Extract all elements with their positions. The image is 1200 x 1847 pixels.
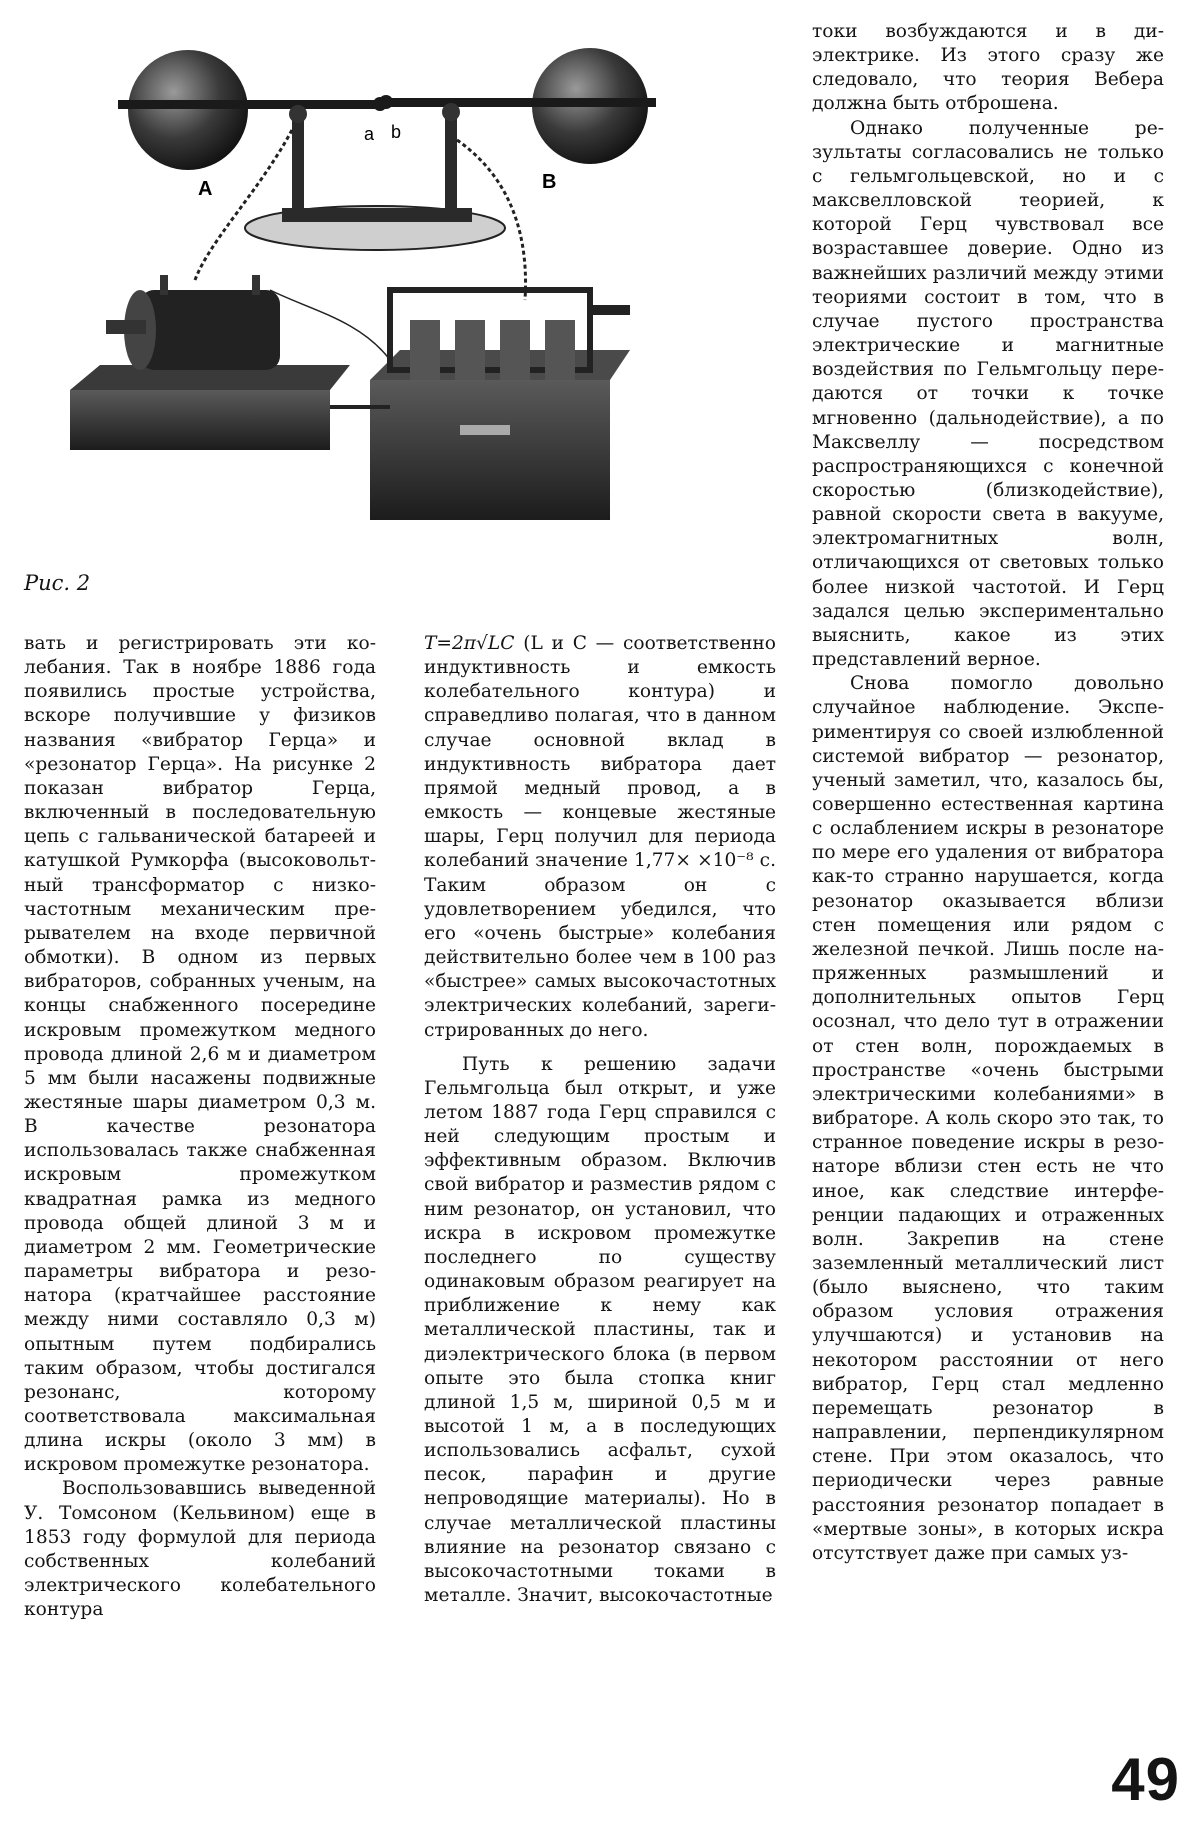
paragraph [424, 632, 776, 1043]
label-sphere-b: B [542, 171, 557, 193]
text-column-1 [24, 632, 376, 1622]
label-gap-a: a [364, 124, 375, 144]
label-sphere-a: A [198, 178, 213, 200]
thomson-formula: T=2π√LC [424, 633, 515, 654]
hertz-apparatus-illustration [30, 20, 800, 580]
paragraph: Снова помогло довольно случайное наблюдение. Экспериментируя со своей излюбленной системой вибратор — резонатор, ученый заметил, что, казалось бы, совершенно естественная картина с ослаблением искры в резонаторе по мере его удаления от вибратора как-то странно нарушается, когда резонатор оказывается вблизи стен помещения или рядом с железной печкой. Лишь после напряженных размышлений и дополнительных опытов Герц осознал, что дело тут в отражении от стен волн, порождаемых в пространстве «очень быстрыми электрическими колебаниями» в вибраторе. А коль скоро это так, то странное поведение искры в резонаторе вблизи стен есть не что иное, как следствие интерференции падающих и отраженных волн. Закрепив на стене заземленный металлический лист (было выяснено, что таким образом условия отражения улучшаются) и установив на некотором расстоянии от него вибратор, Герц стал медленно перемещать резонатор в направлении, перпендикулярном стене. При этом оказалось, что периодически через равные расстояния резонатор попадает в «мертвые зоны», в которых искра отсутствует даже при самых уз- [812, 673, 1164, 1564]
paragraph: Путь к решению задачи Гельмгольца был открыт, и уже летом 1887 года Герц справился с ней следующим простым и эффективным образом. Включив свой вибратор и разместив рядом с ним резонатор, он установил, что искра в искровом промежутке последнего по существу одинаковым образом реагирует на приближение к нему как металлической пластины, так и диэлектрического блока (в первом опыте это была стопка книг длиной 1,5 м, шириной 0,5 м и высотой 1 м, а в последующих использовались асфальт, сухой песок, парафин и другие непроводящие материалы). Но в случае металлической пластины влияние на резонатор связано с высокочастотными токами в металле. Значит, высокочастотные [424, 1053, 776, 1607]
text-column-3 [812, 20, 1164, 1566]
label-gap-b: b [391, 122, 402, 142]
paragraph: токи возбуждаются и в диэлектрике. Из этого сразу же следовало, что теория Вебера должна быть отброшена. [812, 21, 1164, 115]
paragraph: вать и регистрировать эти колебания. Так в ноябре 1886 года появились простые устройства, вскоре получившие у физиков названия «вибратор Герца» и «резонатор Герца». На рисунке 2 показан вибратор Герца, включенный в последовательную цепь с гальванической батареей и катушкой Румкорфа (высоковольтный трансформатор с низкочастотным механическим прерывателем на входе первичной обмотки). В одном из первых вибраторов, собранных ученым, на концы снабженного посередине искровым промежутком медного провода длиной 2,6 м и диаметром 5 мм были насажены подвижные жестяные шары диаметром 0,3 м. В качестве резонатора использовалась также снабженная искровым промежутком квадратная рамка из медного провода общей длиной 3 м и диаметром 2 мм. Геометрические параметры вибратора и резонатора (кратчайшее расстояние между ними составляло 0,3 м) опытным путем подбирались таким образом, чтобы достигался резонанс, которому соответствовала максимальная длина искры (около 3 мм) в искровом промежутке резонатора. [24, 633, 376, 1476]
paragraph-text: (L и C — соответственно индуктивность и емкость колебательного контура) и справедливо полагая, что в данном случае основной вклад в индуктивность вибратора дает прямой медный провод, а в емкость — концевые жестяные шары, Герц получил для периода колебаний значение 1,77× ×10⁻⁸ с. Таким образом он с удовлетворением убедился, что его «очень быстрые» колебания действительно более чем в 100 раз «быстрее» самых высокочастотных электрических колебаний, зарегистрированных до него. [424, 633, 776, 1041]
page-number: 49 [1111, 1746, 1180, 1813]
paragraph: Однако полученные результаты согласовались не только с гельмгольцевской, но и с максвелловской теорией, к которой Герц чувствовал все возраставшее доверие. Одно из важнейших различий между этими теориями состоит в том, что в случае пустого пространства электрические и магнитные воздействия по Гельмгольцу передаются от точки к точке мгновенно (дальнодействие), а по Максвеллу — посредством распространяющихся с конечной скоростью (близкодействие), равной скорости света в вакууме, электромагнитных волн, отличающихся от световых только более низкой частотой. И Герц задался целью экспериментально выяснить, какое из этих представлений верное. [812, 117, 1164, 671]
figure-caption: Рис. 2 [24, 571, 91, 595]
paragraph: Воспользовавшись выведенной У. Томсоном (Кельвином) еще в 1853 году формулой для периода собственных колебаний электрического колебательного контура [24, 1478, 376, 1621]
sphere-a-icon [128, 50, 248, 170]
hertz-vibrator-figure [30, 20, 800, 580]
text-column-2 [424, 632, 776, 1608]
